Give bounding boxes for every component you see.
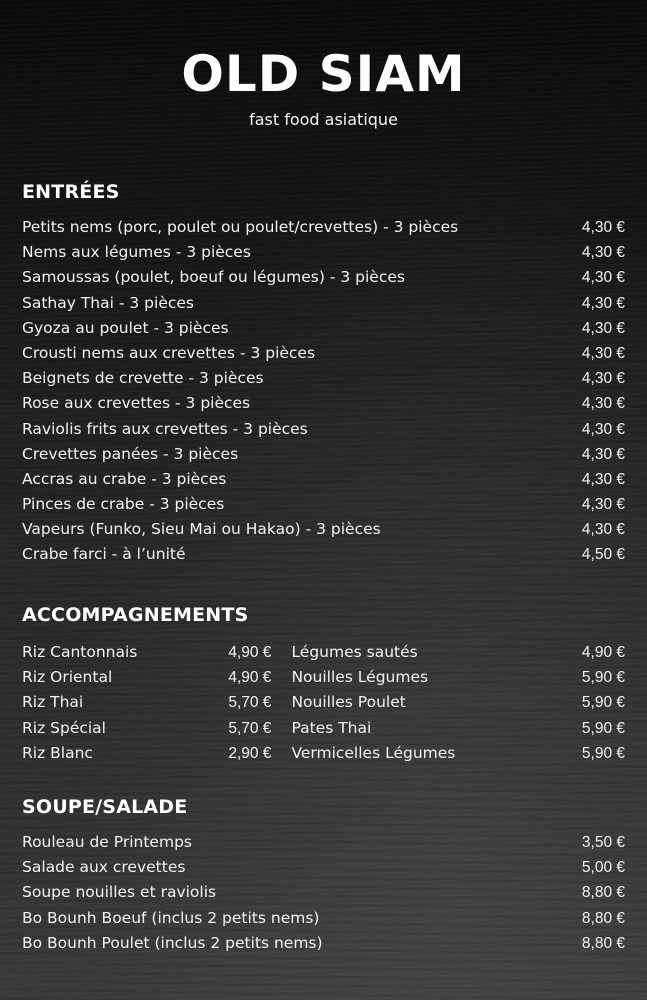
item-name: Vermicelles Légumes [291,743,456,762]
menu-item [22,716,271,741]
section-accompagnements [22,603,625,766]
item-name: Riz Blanc [22,743,93,762]
item-name: Vapeurs (Funko, Sieu Mai ou Hakao) - 3 pièces [22,520,381,539]
menu-item [22,366,625,391]
menu-item [22,690,271,715]
menu-item [22,291,625,316]
menu-item [291,741,625,766]
menu-item [22,240,625,265]
item-name: Petits nems (porc, poulet ou poulet/crevettes) - 3 pièces [22,218,459,236]
restaurant-tagline: fast food asiatique [249,110,398,129]
item-name: Riz Thai [22,693,84,712]
menu-item [22,665,271,690]
item-price: 4,30 € [581,294,625,312]
item-price: 4,90 € [228,644,272,661]
item-price: 4,30 € [581,496,625,514]
entrees-list [22,215,625,568]
accompagnements-left-column [22,640,271,766]
item-price: 4,30 € [581,395,625,413]
item-name: Gyoza au poulet - 3 pièces [22,318,229,337]
menu-item [22,492,625,517]
item-price: 8,80 € [581,934,625,952]
menu-item [291,690,625,715]
item-name: Crevettes panées - 3 pièces [22,444,239,463]
menu-item [22,640,271,665]
item-name: Bo Bounh Poulet (inclus 2 petits nems) [22,933,323,952]
item-price: 8,80 € [581,909,625,927]
menu-item [22,265,625,290]
menu-item [22,906,625,931]
item-name: Nouilles Poulet [291,693,406,712]
item-price: 4,30 € [581,521,625,539]
item-name: Riz Oriental [22,668,113,687]
menu-item [22,855,625,880]
item-name: Raviolis frits aux crevettes - 3 pièces [22,419,308,438]
item-price: 5,00 € [581,859,625,877]
item-price: 4,90 € [228,669,272,687]
menu-header [0,44,647,130]
item-name: Rose aux crevettes - 3 pièces [22,394,251,413]
menu-item [22,741,271,766]
section-entrees [22,180,625,568]
accompagnements-right-column [291,640,625,766]
item-name: Beignets de crevette - 3 pièces [22,369,264,388]
section-soupe-salade [22,795,625,956]
item-price: 8,80 € [581,884,625,902]
item-name: Riz Spécial [22,718,106,737]
item-name: Soupe nouilles et raviolis [22,883,217,902]
menu-item [22,316,625,341]
item-price: 3,50 € [581,834,625,851]
item-price: 5,90 € [581,669,625,687]
item-name: Pinces de crabe - 3 pièces [22,495,225,514]
menu-item [22,830,625,855]
item-price: 4,30 € [581,370,625,388]
item-name: Accras au crabe - 3 pièces [22,469,227,488]
item-price: 4,30 € [581,244,625,262]
item-price: 4,30 € [581,319,625,337]
item-name: Nouilles Légumes [291,668,429,687]
item-price: 4,30 € [581,219,625,236]
menu-item [22,442,625,467]
item-price: 4,50 € [581,546,625,564]
section-title-entrees: ENTRÉES [22,181,120,203]
item-name: Nems aux légumes - 3 pièces [22,243,251,262]
item-name: Crousti nems aux crevettes - 3 pièces [22,343,316,362]
item-price: 5,90 € [581,719,625,737]
menu-item [291,716,625,741]
soupe-salade-list [22,830,625,956]
menu-item [291,665,625,690]
menu-item [22,931,625,956]
menu-item [22,417,625,442]
menu-item [22,880,625,905]
menu-item [22,341,625,366]
item-name: Pates Thai [291,718,372,737]
item-name: Riz Cantonnais [22,643,138,661]
item-price: 5,90 € [581,694,625,712]
item-price: 2,90 € [228,744,272,762]
item-price: 4,30 € [581,445,625,463]
item-price: 4,30 € [581,269,625,287]
item-price: 4,30 € [581,420,625,438]
item-name: Sathay Thai - 3 pièces [22,293,194,312]
menu-item [22,391,625,416]
item-price: 5,90 € [581,744,625,762]
item-name: Crabe farci - à l’unité [22,545,186,564]
item-name: Salade aux crevettes [22,858,186,877]
item-name: Rouleau de Printemps [22,833,192,851]
menu-item [22,467,625,492]
section-title-accompagnements: ACCOMPAGNEMENTS [22,604,249,626]
item-price: 5,70 € [228,719,272,737]
accompagnements-columns [22,640,625,766]
restaurant-name: OLD SIAM [181,45,466,103]
item-price: 5,70 € [228,694,272,712]
item-price: 4,90 € [581,644,625,661]
item-name: Samoussas (poulet, boeuf ou légumes) - 3 pièces [22,268,405,287]
item-price: 4,30 € [581,470,625,488]
menu-item [22,517,625,542]
menu-item [291,640,625,665]
item-name: Bo Bounh Boeuf (inclus 2 petits nems) [22,908,320,927]
menu-item [22,542,625,567]
menu-item [22,215,625,240]
section-title-soupe-salade: SOUPE/SALADE [22,796,188,818]
item-name: Légumes sautés [291,643,418,661]
item-price: 4,30 € [581,344,625,362]
